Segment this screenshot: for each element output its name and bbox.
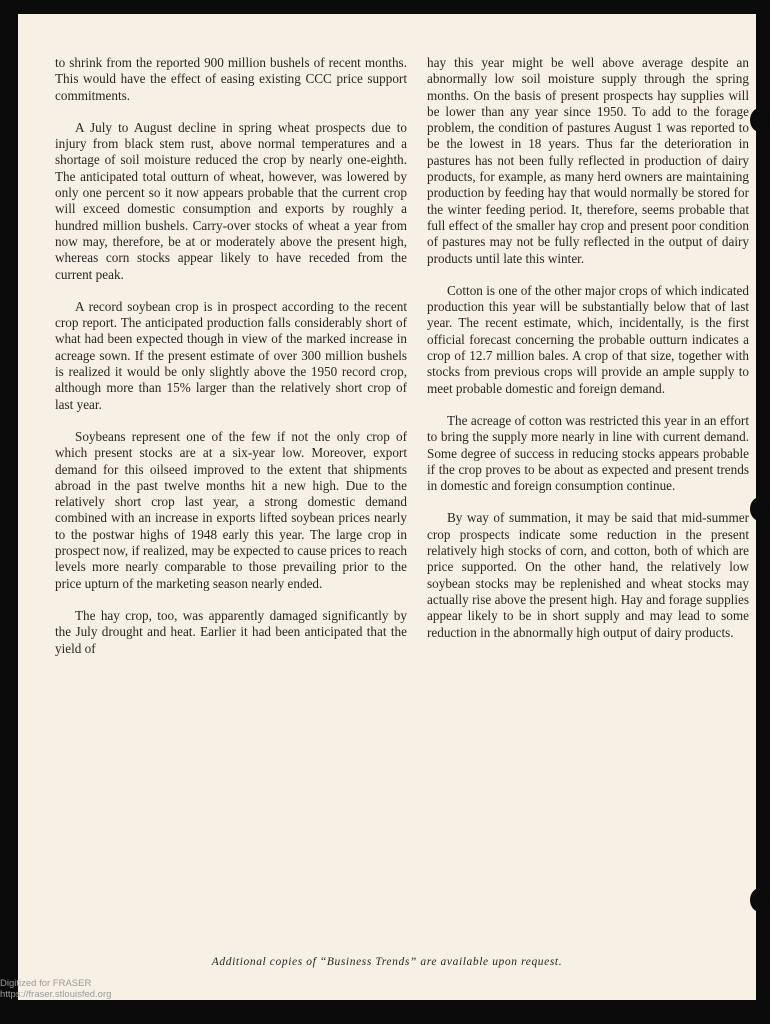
paragraph: By way of summation, it may be said that mid-summer crop prospects indicate some reduction in the present relatively high stocks of corn, and cotton, both of which are price supported. On the other hand, the relatively low soybean stocks may be replenished and wheat stocks may actually rise above the present high. Hay and forage supplies appear likely to be in short supply and may lead to some reduction in the abnormally high output of dairy products. — [427, 510, 749, 640]
paragraph: Cotton is one of the other major crops of which indicated production this year will be substantially below that of last year. The recent estimate, which, incidentally, is the first official forecast concerning the probable outturn indicates a crop of 12.7 million bales. A crop of that size, together with stocks from previous crops will provide an ample supply to meet probable domestic and foreign demand. — [427, 282, 749, 396]
left-column — [55, 55, 407, 673]
paragraph: Soybeans represent one of the few if not the only crop of which present stocks are at a six-year low. Moreover, export demand for this oilseed improved to the extent that shipments abroad in the past twelve months hit a new high. Due to the relatively short crop last year, a strong domestic demand combined with an increase in exports lifted soybean prices nearly to the postwar highs of 1948 early this year. The large crop in prospect now, if realized, may be expected to cause prices to reach levels more nearly comparable to those prevailing prior to the price upturn of the marketing season nearly ended. — [55, 428, 407, 591]
right-column — [427, 55, 749, 657]
paragraph: The acreage of cotton was restricted this year in an effort to bring the supply more nearly in line with current demand. Some degree of success in reducing stocks appears probable if the crop proves to be about as expected and present trends in domestic and foreign consumption continue. — [427, 412, 749, 494]
paragraph: A record soybean crop is in prospect according to the recent crop report. The anticipated production falls considerably short of what had been expected though in view of the marked increase in acreage sown. If the present estimate of over 300 million bushels is realized it would be only slightly above the 1950 record crop, although more than 15% larger than the relatively short crop of last year. — [55, 298, 407, 412]
fraser-watermark — [0, 978, 111, 1000]
punch-hole — [750, 497, 770, 521]
paragraph: A July to August decline in spring wheat prospects due to injury from black stem rust, above normal temperatures and a shortage of soil moisture reduced the crop by nearly one-eighth. The anticipated total outturn of wheat, however, was lowered by only one percent so it now appears probable that the current crop will exceed domestic consumption and exports by roughly a hundred million bushels. Carry-over stocks of wheat a year from now may, therefore, be at or moderately above the present high, whereas corn stocks appear likely to have receded from the current peak. — [55, 119, 407, 282]
watermark-line: Digitized for FRASER — [0, 978, 92, 989]
footer-note: Additional copies of “Business Trends” are available upon request. — [211, 956, 563, 968]
paragraph: to shrink from the reported 900 million bushels of recent months. This would have the effect of easing existing CCC price support commitments. — [55, 55, 407, 103]
document-page — [18, 14, 756, 1000]
paragraph: The hay crop, too, was apparently damaged significantly by the July drought and heat. Earlier it had been anticipated that the yield of — [55, 607, 407, 656]
watermark-link[interactable]: https://fraser.stlouisfed.org — [0, 989, 112, 1000]
paragraph: hay this year might be well above average despite an abnormally low soil moisture supply through the spring months. On the basis of present prospects hay supplies will be lower than any year since 1950. To add to the forage problem, the condition of pastures August 1 was reported to be the lowest in 18 years. Thus far the deterioration in pastures has not been fully reflected in production of dairy products, for example, as many herd owners are maintaining production by feeding hay that would normally be stored for the winter feeding period. It, therefore, seems probable that full effect of the smaller hay crop and present poor condition of pastures may not be fully reflected in the output of dairy products until late this winter. — [427, 55, 749, 266]
punch-hole — [750, 888, 770, 912]
punch-hole — [750, 108, 770, 132]
